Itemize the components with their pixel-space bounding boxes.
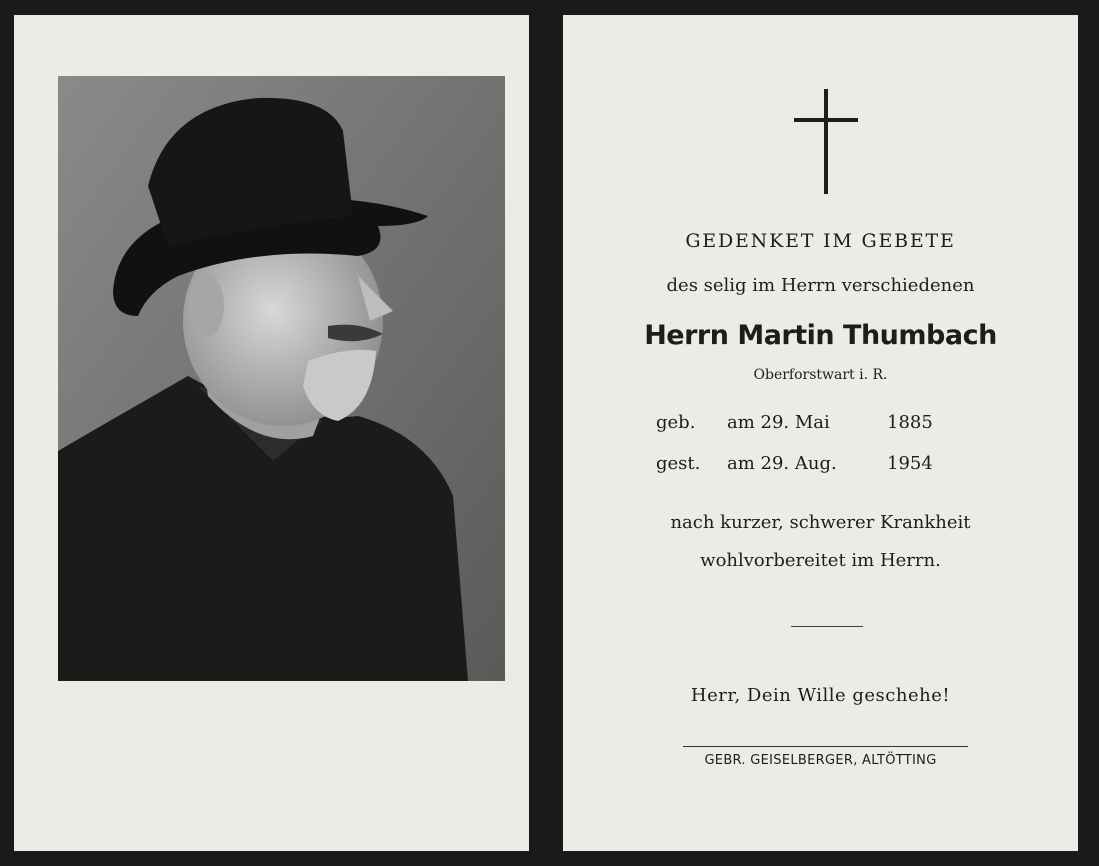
deceased-name: Herrn Martin Thumbach xyxy=(644,320,997,351)
printer-divider xyxy=(683,746,968,747)
printer-imprint: GEBR. GEISELBERGER, ALTÖTTING xyxy=(704,753,937,768)
born-date: am 29. Mai xyxy=(727,412,830,433)
born-year: 1885 xyxy=(887,412,933,433)
died-label: gest. xyxy=(656,453,701,474)
cross-icon xyxy=(563,15,1078,215)
portrait-photo xyxy=(58,76,505,681)
prayer-text: Herr, Dein Wille geschehe! xyxy=(690,685,951,706)
memorial-subheading: des selig im Herrn verschiedenen xyxy=(666,275,975,296)
died-year: 1954 xyxy=(887,453,933,474)
deceased-title: Oberforstwart i. R. xyxy=(753,367,888,383)
memorial-heading: GEDENKET IM GEBETE xyxy=(685,230,956,252)
cause-line-2: wohlvorbereitet im Herrn. xyxy=(700,550,941,571)
right-card-panel xyxy=(563,15,1078,851)
left-card-panel xyxy=(14,15,529,851)
divider xyxy=(791,626,863,627)
born-label: geb. xyxy=(656,412,696,433)
died-date: am 29. Aug. xyxy=(727,453,837,474)
cause-line-1: nach kurzer, schwerer Krankheit xyxy=(670,512,971,533)
